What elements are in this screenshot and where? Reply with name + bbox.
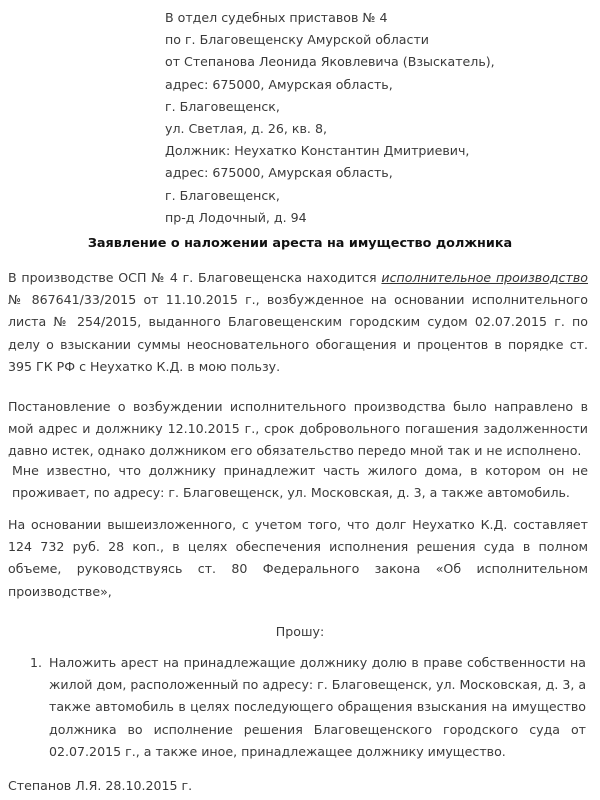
- list-item-line: 02.07.2015 г., а также иное, принадлежащее должнику имущество.: [49, 743, 506, 759]
- paragraph-line: проживает, по адресу: г. Благовещенск, ул. Московская, д. 3, а также автомобиль.: [12, 485, 570, 501]
- list-item-line: Наложить арест на принадлежащие должнику долю в праве собственности на: [49, 655, 586, 670]
- sender-address-line: г. Благовещенск,: [165, 98, 280, 114]
- paragraph-line: мой адрес и должнику 12.10.2015 г., срок добровольного погашения задолженности: [8, 421, 588, 437]
- list-item-line: также автомобиль в целях последующего обращения взыскания на имущество: [49, 699, 586, 715]
- paragraph-line: объеме, руководствуясь ст. 80 Федерального закона «Об исполнительном: [8, 561, 588, 577]
- list-item: [49, 652, 586, 763]
- debtor-address-line: адрес: 675000, Амурская область,: [165, 165, 393, 181]
- request-heading: Прошу:: [275, 624, 325, 639]
- list-item-line: жилой дом, расположенный по адресу: г. Благовещенск, ул. Московская, д. 3, а: [49, 677, 587, 693]
- list-item-line: должника во исполнение решения Благовещенского городского суда от: [49, 721, 586, 737]
- paragraph-line: производстве»,: [8, 583, 112, 599]
- paragraph-line: делу о взыскании суммы неосновательного обогащения и процентов в порядке ст.: [8, 336, 588, 352]
- addressee-line: по г. Благовещенску Амурской области: [165, 32, 429, 48]
- paragraph-line: 395 ГК РФ с Неухатко К.Д. в мою пользу.: [8, 358, 281, 374]
- paragraph-property: [12, 460, 588, 504]
- addressee-line: В отдел судебных приставов № 4: [165, 10, 388, 25]
- paragraph-line: 124 732 руб. 28 коп., в целях обеспечения исполнения решения суда в полном: [8, 539, 588, 555]
- enforcement-proceedings-link[interactable]: исполнительное производство: [381, 270, 588, 285]
- debtor-address-line: г. Благовещенск,: [165, 187, 280, 203]
- paragraph-intro-text: В производстве ОСП № 4 г. Благовещенска находится: [8, 270, 377, 285]
- signature-line: Степанов Л.Я. 28.10.2015 г.: [8, 778, 193, 793]
- paragraph-line: № 867641/33/2015 от 11.10.2015 г., возбужденное на основании исполнительного: [8, 292, 588, 308]
- sender-address-line: ул. Светлая, д. 26, кв. 8,: [165, 121, 327, 137]
- paragraph-resolution: [8, 396, 588, 463]
- paragraph-proceedings: [8, 267, 588, 378]
- addressee-block: [165, 7, 595, 229]
- list-item-number: 1.: [30, 655, 43, 670]
- sender-address-line: адрес: 675000, Амурская область,: [165, 76, 393, 92]
- paragraph-line: листа № 254/2015, выданного Благовещенским городским судом 02.07.2015 г. по: [8, 314, 588, 330]
- paragraph-line: Мне известно, что должнику принадлежит часть жилого дома, в котором он не: [12, 463, 588, 478]
- document-title: Заявление о наложении ареста на имущество должника: [87, 236, 513, 251]
- debtor-address-line: пр-д Лодочный, д. 94: [165, 209, 307, 225]
- paragraph-line: Постановление о возбуждении исполнительного производства было направлено в: [8, 399, 588, 414]
- sender-line: от Степанова Леонида Яковлевича (Взыскатель),: [165, 54, 495, 70]
- paragraph-grounds: [8, 514, 588, 603]
- paragraph-line: На основании вышеизложенного, с учетом того, что долг Неухатко К.Д. составляет: [8, 517, 588, 532]
- paragraph-line: [8, 267, 588, 289]
- paragraph-line: давно истек, однако должником его обязательство передо мной так и не исполнено.: [8, 443, 582, 459]
- debtor-line: Должник: Неухатко Константин Дмитриевич,: [165, 143, 470, 159]
